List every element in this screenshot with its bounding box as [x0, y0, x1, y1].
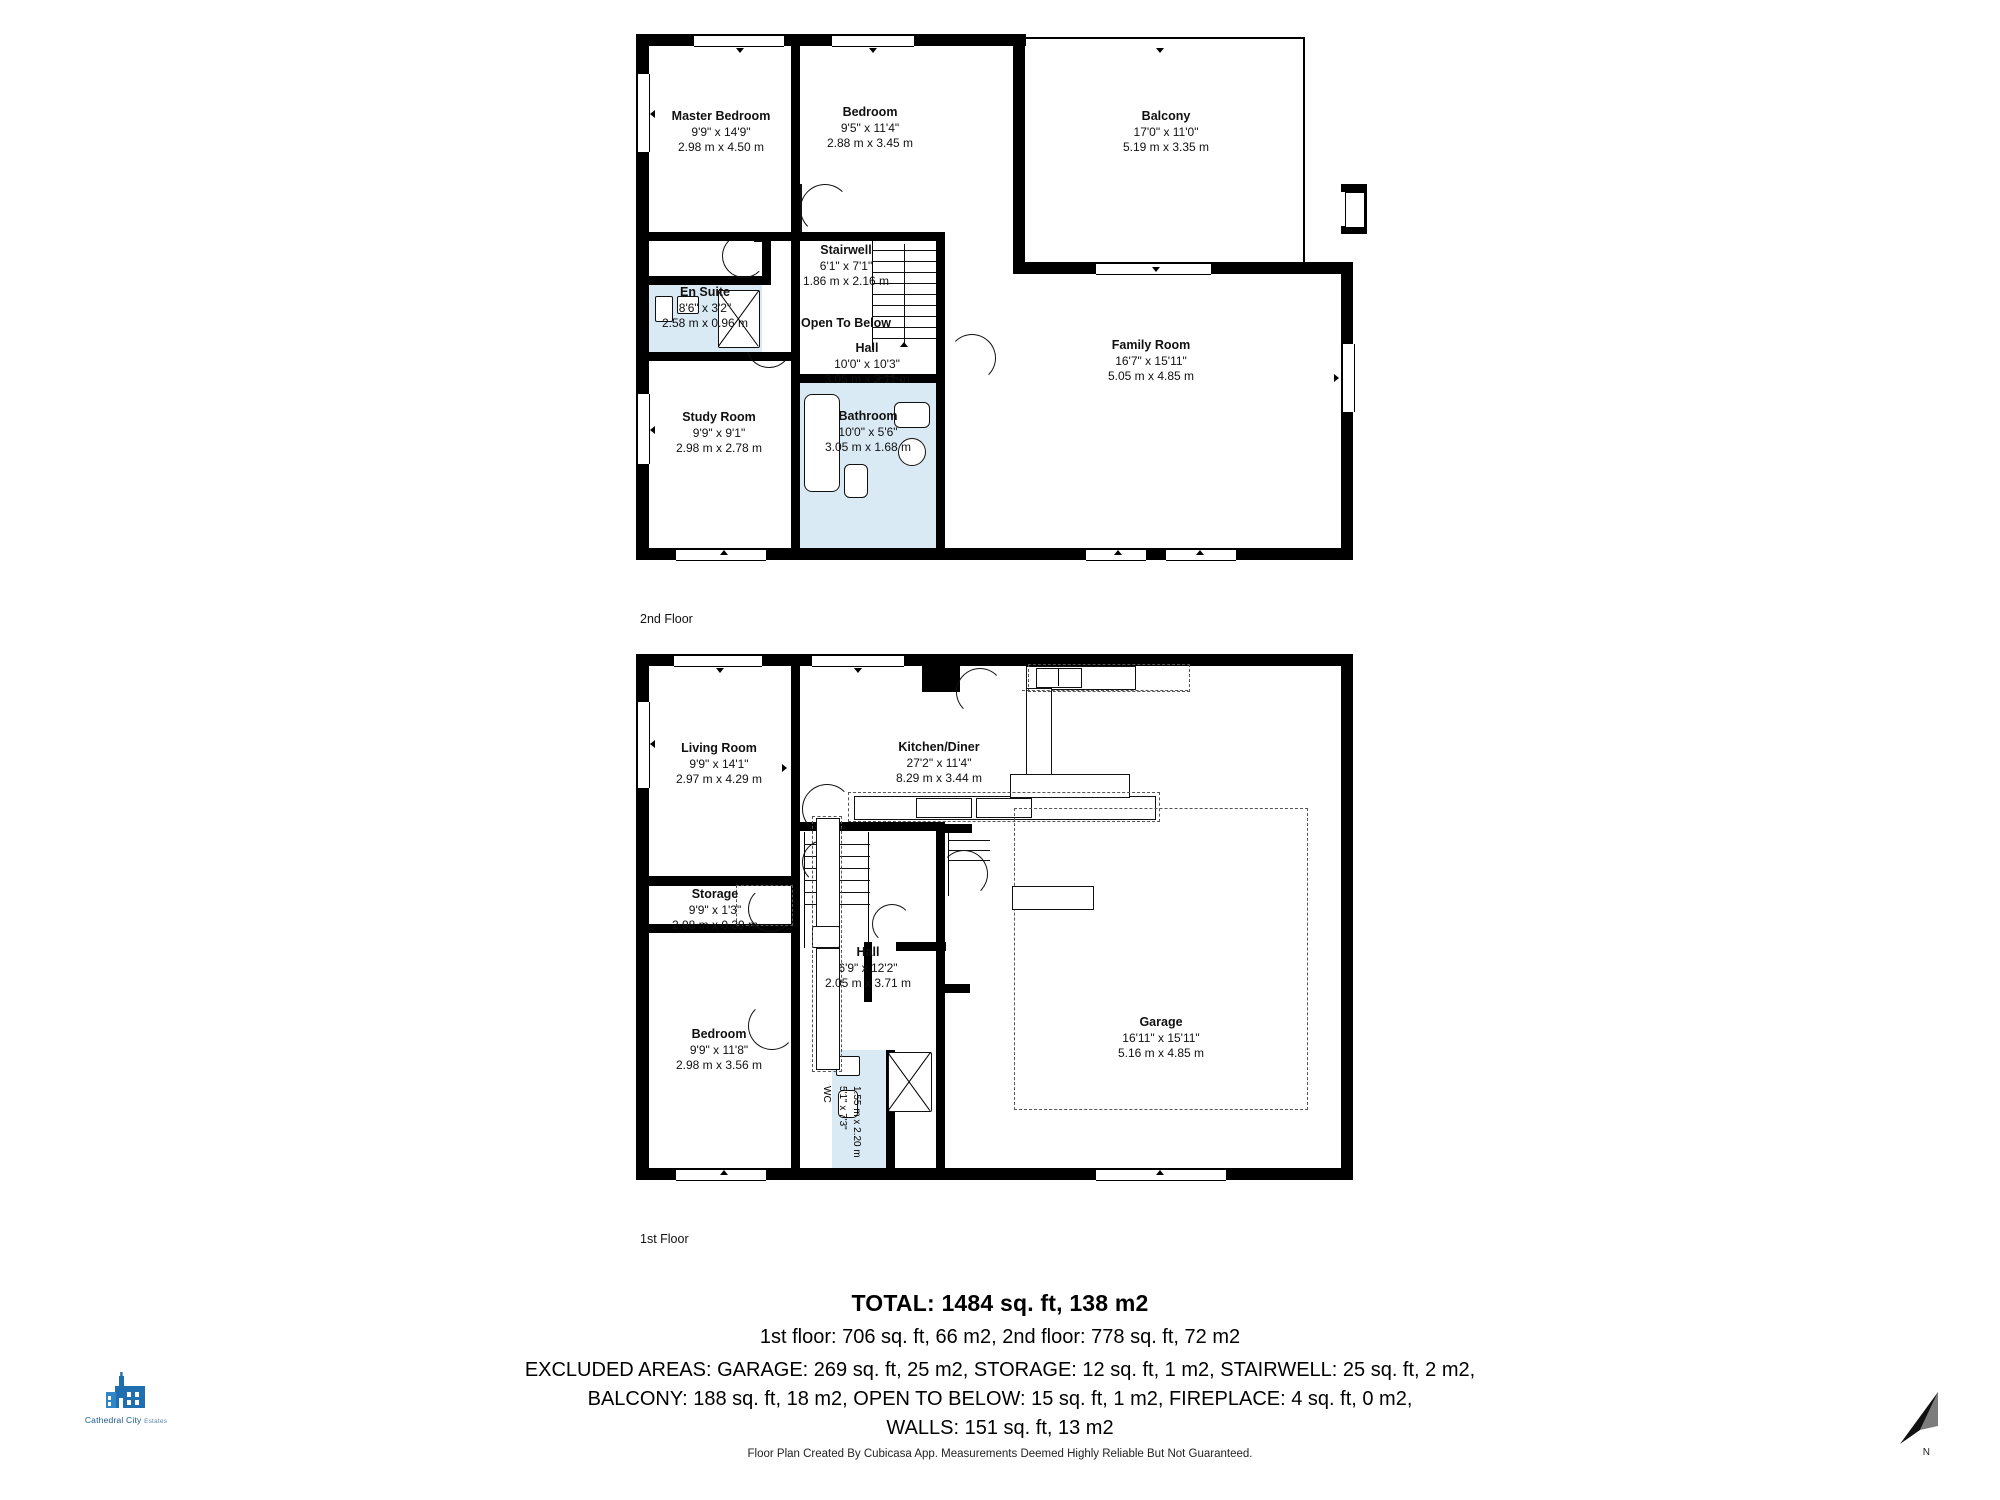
dimension-arrow [1156, 48, 1164, 53]
window [812, 655, 904, 667]
room-label-storage: Storage 9'9" x 1'3" 2.98 m x 0.39 m [671, 887, 759, 933]
dimension-arrow [720, 1170, 728, 1175]
dimension-arrow [1334, 374, 1339, 382]
wall [936, 824, 972, 833]
room-label-en-suite: En Suite 8'6" x 3'2" 2.58 m x 0.96 m [661, 285, 749, 331]
excluded-areas-line-3: WALLS: 151 sq. ft, 13 m2 [886, 1417, 1114, 1439]
room-label-living-room: Living Room 9'9" x 14'1" 2.97 m x 4.29 m [675, 741, 763, 787]
stair-tread [948, 840, 990, 841]
stair-direction-line [904, 244, 905, 344]
room-label-bedroom: Bedroom 9'5" x 11'4" 2.88 m x 3.45 m [826, 105, 914, 151]
wall [636, 232, 800, 241]
dimension-arrow [854, 668, 862, 673]
room-label-bedroom: Bedroom 9'9" x 11'8" 2.98 m x 3.56 m [675, 1027, 763, 1073]
dimension-arrow [869, 48, 877, 53]
door-swing [722, 234, 766, 278]
stair-outline [868, 832, 869, 948]
floor-plan-2nd [636, 34, 1356, 564]
credit-line: Floor Plan Created By Cubicasa App. Measurements Deemed Highly Reliable But Not Guaranteed. [747, 1448, 1253, 1460]
excluded-areas-line-1: EXCLUDED AREAS: GARAGE: 269 sq. ft, 25 m2, STORAGE: 12 sq. ft, 1 m2, STAIRWELL: 25 sq. ft, 2 m2, [524, 1359, 1476, 1381]
door-swing [800, 184, 850, 234]
wall [1341, 654, 1353, 1180]
window [694, 35, 784, 47]
dimension-arrow [1152, 267, 1160, 272]
logo-sub: Estates [144, 1418, 168, 1425]
room-label-garage: Garage 16'11" x 15'11" 5.16 m x 4.85 m [1117, 1015, 1205, 1061]
logo-text [66, 1415, 186, 1425]
total-line: TOTAL: 1484 sq. ft, 138 m2 [851, 1290, 1149, 1316]
room-label-study-room: Study Room 9'9" x 9'1" 2.98 m x 2.78 m [675, 410, 763, 456]
dimension-arrow [720, 550, 728, 555]
wall [936, 232, 945, 560]
building-icon [97, 1372, 155, 1412]
logo-name: Cathedral City [84, 1415, 142, 1425]
garage-shelf [1012, 886, 1094, 910]
window [1342, 344, 1355, 412]
floor-caption-1st: 1st Floor [640, 1232, 689, 1246]
building-icon-svg [97, 1372, 155, 1412]
logo [66, 1372, 186, 1425]
room-label-wc: WC [821, 1086, 832, 1103]
upper-cabinets [1028, 664, 1190, 692]
dimension-arrow [1156, 1170, 1164, 1175]
door-leaf [800, 184, 802, 232]
stair-tread [948, 860, 990, 861]
balcony-rail [1025, 37, 1305, 39]
room-label-stairwell: Stairwell 6'1" x 7'1" 1.86 m x 2.16 m [802, 243, 890, 289]
compass-needle-icon [1886, 1386, 1956, 1456]
room-label-hall: Hall 6'9" x 12'2" 2.05 m x 3.71 m [824, 945, 912, 991]
dimension-arrow [1114, 550, 1122, 555]
garage-door-dashed [1014, 808, 1308, 1110]
wall [636, 876, 800, 885]
wall [936, 984, 970, 993]
stair-outline [948, 832, 949, 896]
stair-outline [804, 832, 805, 948]
window [832, 35, 914, 47]
fireplace [1345, 192, 1365, 228]
per-floor-line: 1st floor: 706 sq. ft, 66 m2, 2nd floor: 778 sq. ft, 72 m2 [759, 1326, 1241, 1348]
room-label-wc-imperial: 5'1" x 7'3" [837, 1086, 848, 1130]
room-label-balcony: Balcony 17'0" x 11'0" 5.19 m x 3.35 m [1122, 109, 1210, 155]
room-label-master-bedroom: Master Bedroom 9'9" x 14'9" 2.98 m x 4.50 m [671, 109, 771, 155]
ceiling-line [1022, 690, 1188, 691]
door-swing [956, 668, 1004, 716]
room-label-wc-metric: 1.55 m x 2.20 m [851, 1086, 862, 1158]
balcony-rail [1303, 37, 1305, 263]
compass-north-label: N [1922, 1447, 1930, 1458]
dimension-arrow [736, 48, 744, 53]
dimension-arrow [1196, 550, 1204, 555]
window [674, 655, 762, 667]
floor-caption-2nd: 2nd Floor [640, 612, 693, 626]
wall [1013, 34, 1025, 274]
excluded-areas-line-2: BALCONY: 188 sq. ft, 18 m2, OPEN TO BELOW: 15 sq. ft, 1 m2, FIREPLACE: 4 sq. ft, 0 m2, [587, 1388, 1413, 1410]
compass [1886, 1386, 1956, 1456]
room-label-kitchen-diner: Kitchen/Diner 27'2" x 11'4" 8.29 m x 3.44 m [895, 740, 983, 786]
wall [922, 654, 960, 692]
room-label-bathroom: Bathroom 10'0" x 5'6" 3.05 m x 1.68 m [824, 409, 912, 455]
toilet-fixture [844, 464, 868, 498]
floor-plan-1st [636, 654, 1356, 1184]
dimension-arrow [716, 668, 724, 673]
room-label-family-room: Family Room 16'7" x 15'11" 5.05 m x 4.85 m [1107, 338, 1195, 384]
room-label-open-to-below: Open To Below [800, 316, 892, 330]
wall [791, 822, 800, 1180]
room-label-hall: Hall 10'0" x 10'3" 3.05 m x 3.11 m [824, 341, 910, 387]
stair-tread [948, 850, 990, 851]
door-swing [948, 334, 996, 382]
totals-block [0, 1290, 2000, 1443]
door-swing [872, 904, 912, 944]
